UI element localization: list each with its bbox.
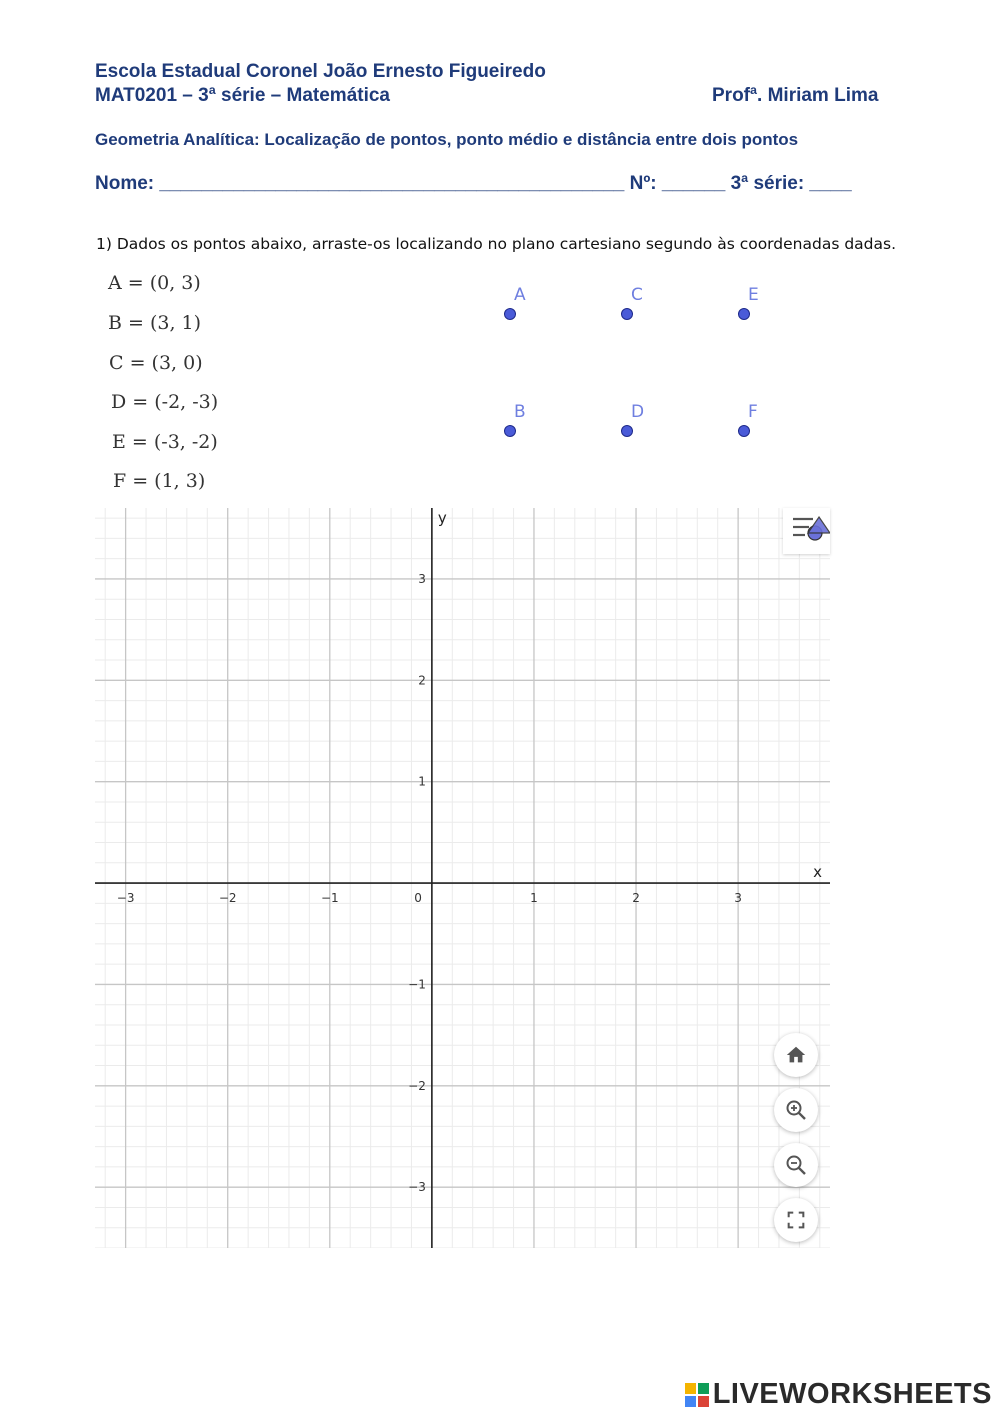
y-tick-label: 2 (418, 673, 426, 688)
worksheet-topic: Geometria Analítica: Localização de pontos, ponto médio e distância entre dois pontos (95, 130, 799, 149)
teacher-name: Profª. Miriam Lima (712, 85, 879, 106)
instruction-text: 1) Dados os pontos abaixo, arraste-os localizando no plano cartesiano segundo às coordenadas dadas. (96, 235, 896, 253)
y-tick-label: −1 (408, 977, 426, 992)
zoom-in-button[interactable] (774, 1088, 818, 1132)
y-tick-label: 1 (418, 774, 426, 789)
zoom-out-button[interactable] (774, 1143, 818, 1187)
draggable-point-c[interactable] (621, 308, 633, 320)
point-b-label: B (514, 402, 526, 422)
point-d-label: D (631, 402, 645, 422)
origin-label: 0 (414, 891, 422, 906)
fullscreen-button[interactable] (774, 1198, 818, 1242)
y-tick-label: 3 (418, 571, 426, 586)
fullscreen-icon (785, 1209, 807, 1231)
y-tick-label: −3 (408, 1180, 426, 1195)
course-title: MAT0201 – 3ª série – Matemática (95, 85, 391, 106)
x-tick-label: −3 (116, 891, 135, 906)
zoom-out-icon (784, 1153, 808, 1177)
home-button[interactable] (774, 1033, 818, 1077)
coordinate-a: A = (0, 3) (108, 272, 201, 294)
style-bar-toggle[interactable] (783, 508, 830, 554)
home-icon (785, 1044, 807, 1066)
point-c-label: C (631, 285, 643, 305)
x-axis-label: x (813, 863, 822, 882)
draggable-point-e[interactable] (738, 308, 750, 320)
y-tick-label: −2 (408, 1078, 426, 1093)
draggable-point-b[interactable] (504, 425, 516, 437)
draggable-point-a[interactable] (504, 308, 516, 320)
coordinate-e: E = (-3, -2) (112, 431, 218, 453)
coordinate-f: F = (1, 3) (113, 470, 206, 492)
cartesian-plane[interactable] (95, 508, 830, 1248)
zoom-in-icon (784, 1098, 808, 1122)
draggable-point-f[interactable] (738, 425, 750, 437)
name-line[interactable]: Nome: ____________________________________________ Nº: ______ 3ª série: ____ (95, 173, 852, 194)
x-tick-label: 3 (734, 891, 742, 906)
style-bar-icon (783, 508, 830, 554)
minor-grid (95, 508, 830, 1248)
x-tick-label: −1 (320, 891, 339, 906)
x-tick-label: 1 (530, 891, 538, 906)
liveworksheets-logo-icon (684, 1382, 710, 1408)
coordinate-d: D = (-2, -3) (111, 391, 219, 413)
major-grid (95, 508, 830, 1248)
brand-name: LIVEWORKSHEETS (712, 1378, 992, 1410)
point-e-label: E (748, 285, 759, 305)
school-name: Escola Estadual Coronel João Ernesto Figueiredo (95, 61, 546, 82)
point-a-label: A (514, 285, 526, 305)
y-axis-label: y (437, 509, 447, 527)
x-tick-label: −2 (218, 891, 237, 906)
x-tick-label: 2 (632, 891, 640, 906)
point-f-label: F (748, 402, 758, 422)
footer-brand (684, 1378, 992, 1411)
draggable-point-d[interactable] (621, 425, 633, 437)
coordinate-c: C = (3, 0) (109, 352, 203, 374)
coordinate-b: B = (3, 1) (108, 312, 202, 334)
